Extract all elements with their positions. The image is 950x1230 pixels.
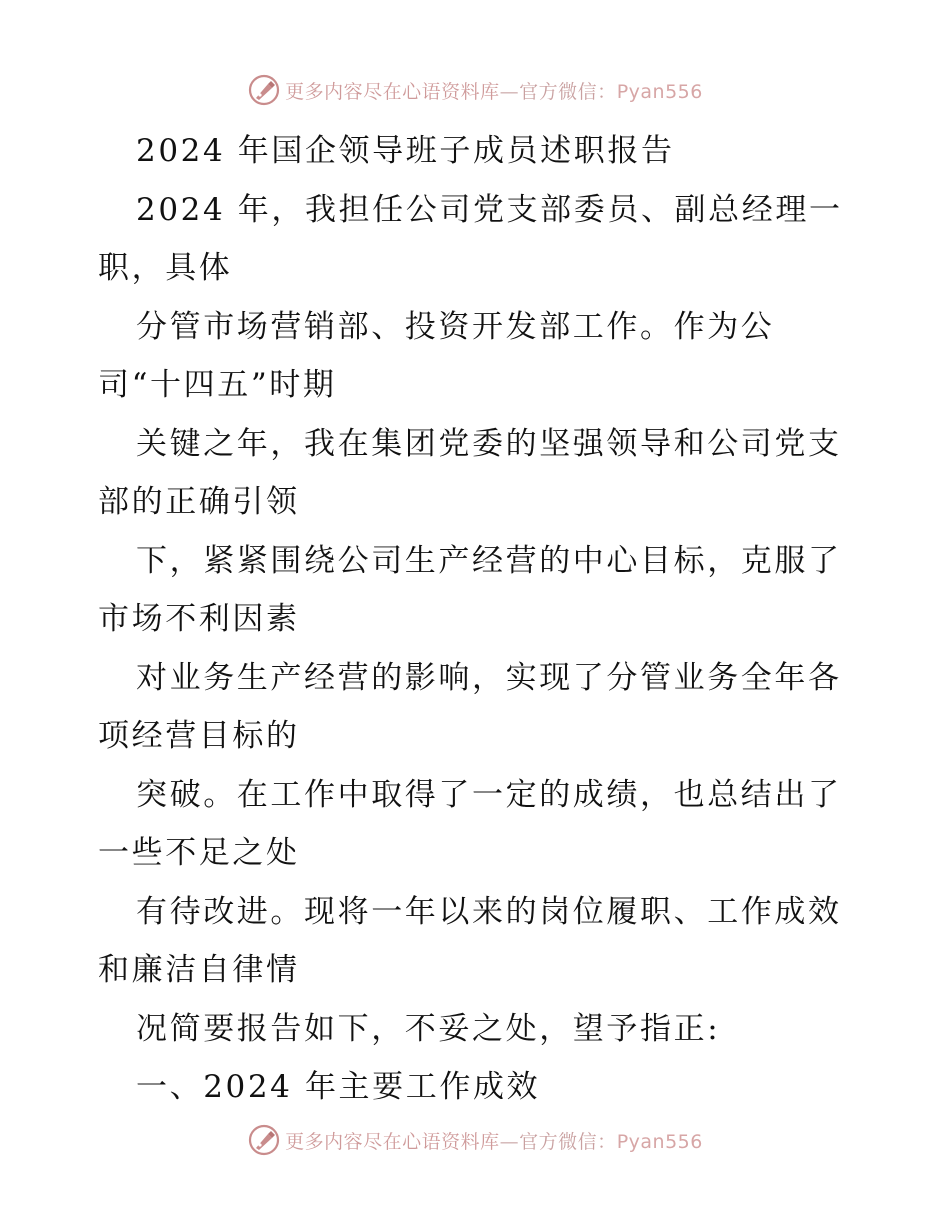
document-line: 关键之年，我在集团党委的坚强领导和公司党支	[136, 425, 842, 462]
document-line: 2024 年，我担任公司党支部委员、副总经理一	[136, 191, 843, 228]
banner-wechat-id: Pyan556	[616, 1130, 703, 1153]
header-banner	[0, 70, 950, 110]
banner-text	[285, 77, 703, 104]
document-line: 突破。在工作中取得了一定的成绩，也总结出了	[136, 776, 842, 813]
document-line: 2024 年国企领导班子成员述职报告	[136, 133, 675, 169]
document-line: 市场不利因素	[98, 601, 300, 637]
banner-separator: —	[499, 1130, 520, 1153]
document-line: 司“十四五”时期	[98, 367, 337, 403]
banner-wechat-label: 官方微信：	[519, 80, 617, 103]
banner-brand: 更多内容尽在心语资料库	[285, 80, 500, 103]
pen-nib-logo-icon	[247, 73, 281, 107]
document-line: 和廉洁自律情	[98, 952, 300, 988]
banner-brand: 更多内容尽在心语资料库	[285, 1130, 500, 1153]
document-line: 分管市场营销部、投资开发部工作。作为公	[136, 308, 775, 345]
footer-banner	[0, 1120, 950, 1160]
banner-text	[285, 1127, 703, 1154]
document-line: 一些不足之处	[98, 835, 300, 871]
document-line: 况简要报告如下，不妥之处，望予指正:	[136, 1010, 721, 1047]
document-line: 职，具体	[98, 250, 233, 286]
document-line: 有待改进。现将一年以来的岗位履职、工作成效	[136, 893, 842, 930]
pen-nib-logo-icon	[247, 1123, 281, 1157]
banner-separator: —	[499, 80, 520, 103]
document-line: 下，紧紧围绕公司生产经营的中心目标，克服了	[136, 542, 842, 579]
banner-wechat-label: 官方微信：	[519, 1130, 617, 1153]
document-body	[98, 122, 858, 1117]
document-line: 项经营目标的	[98, 718, 300, 754]
document-line: 部的正确引领	[98, 484, 300, 520]
banner-wechat-id: Pyan556	[616, 80, 703, 103]
document-line: 一、2024 年主要工作成效	[136, 1069, 541, 1105]
document-line: 对业务生产经营的影响，实现了分管业务全年各	[136, 659, 842, 696]
